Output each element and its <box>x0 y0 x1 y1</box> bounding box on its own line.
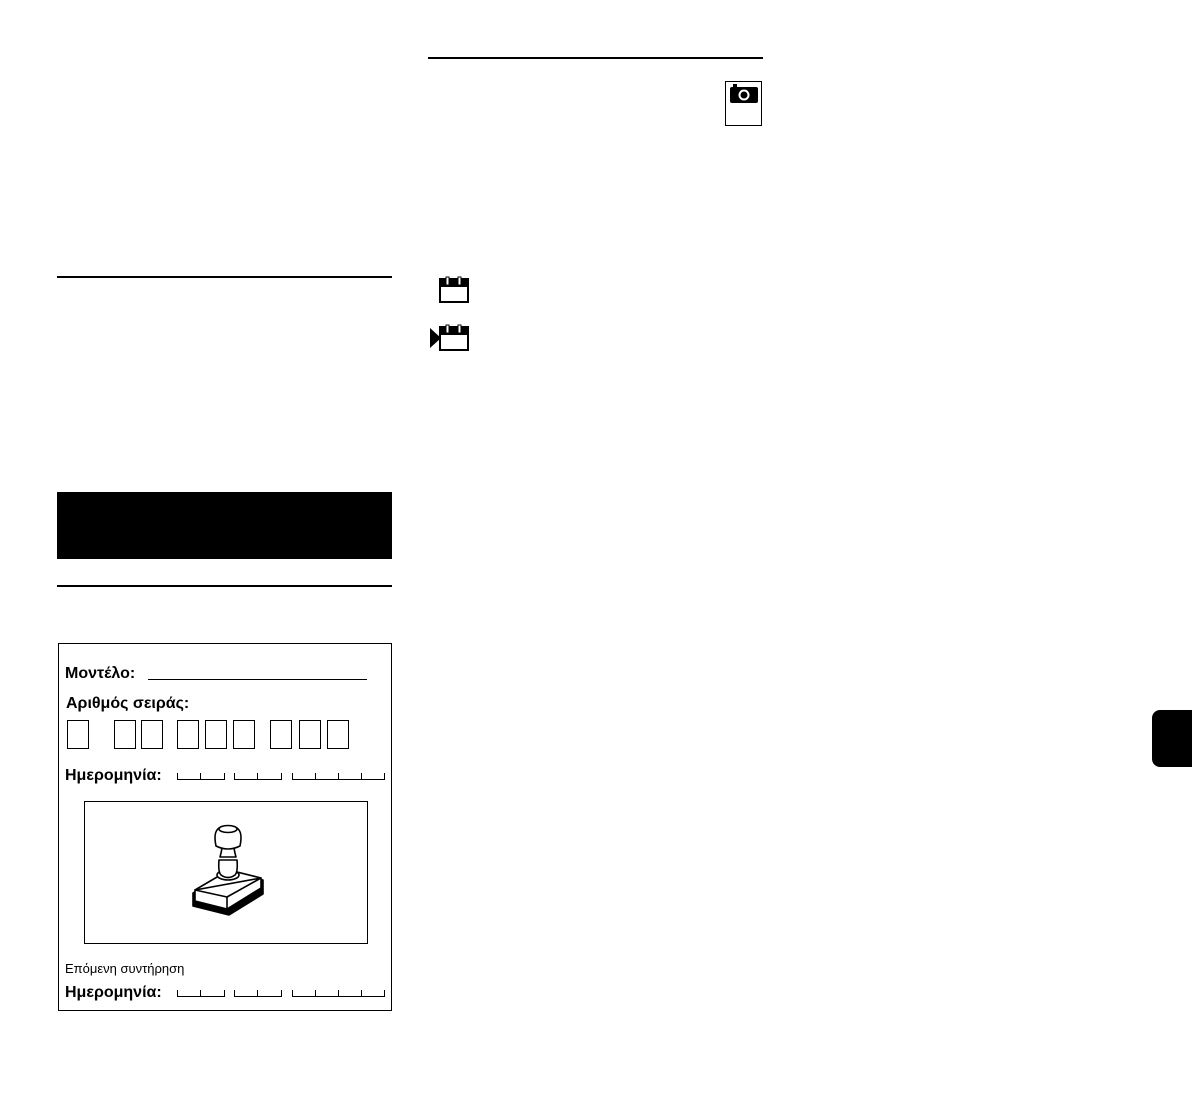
serial-digit-box[interactable] <box>299 720 321 749</box>
next-date-year-field[interactable] <box>292 990 385 997</box>
serial-digit-box[interactable] <box>177 720 199 749</box>
serial-digit-box[interactable] <box>205 720 227 749</box>
serial-digit-box[interactable] <box>67 720 89 749</box>
model-fill-line <box>148 679 367 680</box>
date-day-field[interactable] <box>177 773 225 780</box>
next-date-month-field[interactable] <box>234 990 282 997</box>
serial-digit-box[interactable] <box>327 720 349 749</box>
section-rule-left-2 <box>57 585 392 587</box>
serial-label: Αριθμός σειράς: <box>66 695 190 712</box>
stamp-area <box>84 801 368 944</box>
camera-icon <box>725 81 762 126</box>
model-label: Μοντέλο: <box>65 665 136 682</box>
section-heading-bar <box>57 492 392 559</box>
serial-digit-box[interactable] <box>114 720 136 749</box>
serial-digit-box[interactable] <box>233 720 255 749</box>
date-year-field[interactable] <box>292 773 385 780</box>
section-rule-left-1 <box>57 276 392 278</box>
language-thumb-tab <box>1152 710 1192 767</box>
next-date-label: Ημερομηνία: <box>65 984 162 1001</box>
rubber-stamp-icon <box>85 802 369 945</box>
date-label: Ημερομηνία: <box>65 767 162 784</box>
calendar-icon <box>438 276 470 303</box>
calendar-next-icon <box>428 324 470 351</box>
next-service-label: Επόμενη συντήρηση <box>65 961 185 976</box>
service-card <box>58 643 392 1011</box>
serial-digit-box[interactable] <box>141 720 163 749</box>
serial-digit-box[interactable] <box>270 720 292 749</box>
section-rule-top-center <box>428 57 763 59</box>
date-month-field[interactable] <box>234 773 282 780</box>
next-date-day-field[interactable] <box>177 990 225 997</box>
